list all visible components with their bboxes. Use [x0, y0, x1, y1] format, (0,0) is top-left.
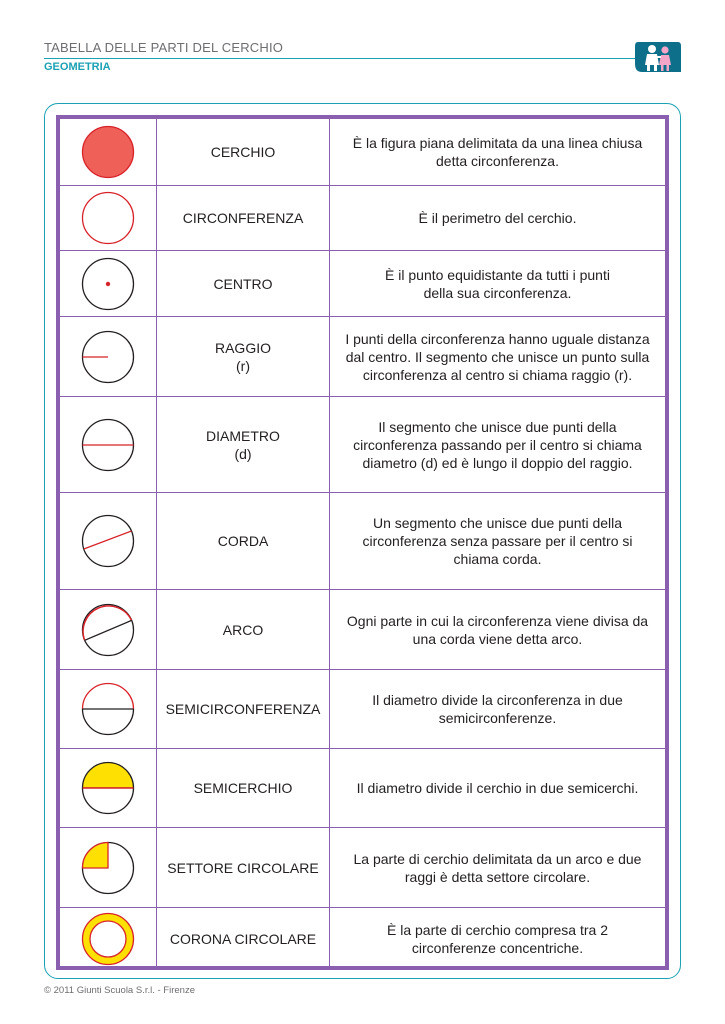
- table-row: [60, 590, 665, 670]
- row-description: Un segmento che unisce due punti della circonferenza senza passare per il centro si chiama corda.: [362, 515, 633, 567]
- semicerchio-icon: [78, 758, 138, 818]
- row-name: SEMICIRCONFERENZA: [157, 670, 330, 748]
- semicirconferenza-icon: [78, 679, 138, 739]
- page-subtitle: GEOMETRIA: [44, 61, 111, 73]
- corona-circolare-icon: [78, 909, 138, 969]
- row-description: È la parte di cerchio compresa tra 2 circonferenze concentriche.: [387, 922, 608, 956]
- table-row: [60, 251, 665, 317]
- raggio-icon: [78, 327, 138, 387]
- circle-parts-table: [56, 115, 669, 970]
- row-name: SEMICERCHIO: [157, 749, 330, 827]
- row-name: CORDA: [157, 493, 330, 589]
- header-divider: [44, 58, 642, 59]
- row-description: La parte di cerchio delimitata da un arco e due raggi è detta settore circolare.: [353, 850, 642, 885]
- table-row: [60, 119, 665, 186]
- row-name: ARCO: [157, 590, 330, 669]
- row-name: CERCHIO: [157, 119, 330, 185]
- row-name: CIRCONFERENZA: [157, 186, 330, 250]
- table-row: [60, 397, 665, 493]
- row-description: È la figura piana delimitata da una linea chiusa detta circonferenza.: [352, 135, 643, 169]
- diametro-icon: [78, 415, 138, 475]
- centro-icon: [78, 254, 138, 314]
- row-description: È il punto equidistante da tutti i punti della sua circonferenza.: [385, 266, 610, 301]
- cerchio-icon: [78, 122, 138, 182]
- page-header: [44, 40, 604, 74]
- row-description: Il segmento che unisce due punti della circonferenza passando per il centro si chiama diametro (d) ed è lungo il doppio del raggio.: [353, 418, 642, 471]
- settore-circolare-icon: [78, 838, 138, 898]
- children-logo-icon: [632, 38, 682, 76]
- row-description: Ogni parte in cui la circonferenza viene divisa da una corda viene detta arco.: [346, 612, 649, 647]
- row-description: Il diametro divide il cerchio in due semicerchi.: [356, 780, 639, 796]
- row-description: Il diametro divide la circonferenza in due semicirconferenze.: [372, 692, 623, 726]
- row-name: CENTRO: [157, 251, 330, 316]
- row-description: I punti della circonferenza hanno uguale distanza dal centro. Il segmento che unisce un punto sulla circonferenza al centro si chiama raggio (r).: [345, 330, 650, 383]
- table-row: [60, 317, 665, 397]
- row-name: RAGGIO (r): [157, 317, 330, 396]
- table-row: [60, 749, 665, 828]
- table-row: [60, 493, 665, 590]
- table-row: [60, 908, 665, 970]
- copyright-footer: © 2011 Giunti Scuola S.r.l. - Firenze: [44, 985, 195, 996]
- arco-icon: [78, 600, 138, 660]
- corda-icon: [78, 511, 138, 571]
- row-description: È il perimetro del cerchio.: [418, 210, 577, 226]
- page-title: TABELLA DELLE PARTI DEL CERCHIO: [44, 40, 284, 55]
- row-name: DIAMETRO (d): [157, 397, 330, 492]
- circonferenza-icon: [78, 188, 138, 248]
- table-row: [60, 828, 665, 908]
- table-row: [60, 186, 665, 251]
- row-name: CORONA CIRCOLARE: [157, 908, 330, 970]
- table-row: [60, 670, 665, 749]
- row-name: SETTORE CIRCOLARE: [157, 828, 330, 907]
